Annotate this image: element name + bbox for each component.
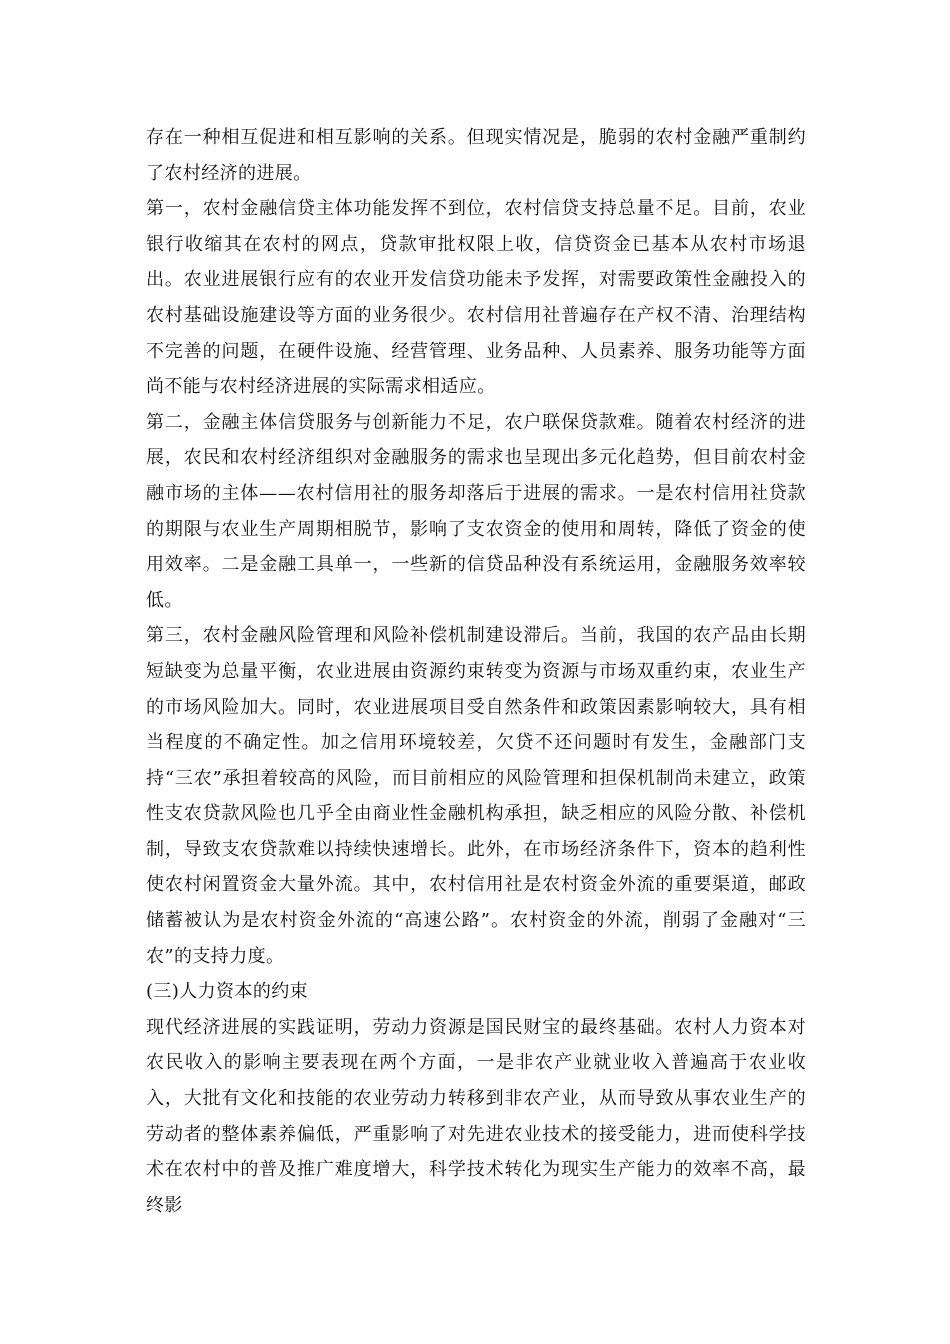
section-heading: (三)人力资本的约束 — [146, 981, 309, 1003]
paragraph-intro: 存在一种相互促进和相互影响的关系。但现实情况是，脆弱的农村金融严重制约了农村经济的进展。 — [146, 127, 806, 184]
paragraph-first: 第一，农村金融信贷主体功能发挥不到位，农村信贷支持总量不足。目前，农业银行收缩其在农村的网点，贷款审批权限上收，信贷资金已基本从农村市场退出。农业进展银行应有的农业开发信贷功能未予发挥，对需要政策性金融投入的农村基础设施建设等方面的业务很少。农村信用社普遍存在产权不清、治理结构不完善的问题，在硬件设施、经营管理、业务品种、人员素养、服务功能等方面尚不能与农村经济进展的实际需求相适应。 — [146, 198, 806, 398]
body-text — [146, 120, 806, 1223]
paragraph-second: 第二，金融主体信贷服务与创新能力不足，农户联保贷款难。随着农村经济的进展，农民和农村经济组织对金融服务的需求也呈现出多元化趋势，但目前农村金融市场的主体——农村信用社的服务却落后于进展的需求。一是农村信用社贷款的期限与农业生产周期相脱节，影响了支农资金的使用和周转，降低了资金的使用效率。二是金融工具单一，一些新的信贷品种没有系统运用，金融服务效率较低。 — [146, 411, 806, 611]
paragraph-third: 第三，农村金融风险管理和风险补偿机制建设滞后。当前，我国的农产品由长期短缺变为总量平衡，农业进展由资源约束转变为资源与市场双重约束，农业生产的市场风险加大。同时，农业进展项目受自然条件和政策因素影响较大，具有相当程度的不确定性。加之信用环境较差，欠贷不还问题时有发生，金融部门支持“三农”承担着较高的风险，而目前相应的风险管理和担保机制尚未建立，政策性支农贷款风险也几乎全由商业性金融机构承担，缺乏相应的风险分散、补偿机制，导致支农贷款难以持续快速增长。此外，在市场经济条件下，资本的趋利性使农村闲置资金大量外流。其中，农村信用社是农村资金外流的重要渠道，邮政储蓄被认为是农村资金外流的“高速公路”。农村资金的外流，削弱了金融对“三农”的支持力度。 — [146, 625, 806, 967]
paragraph-human-capital: 现代经济进展的实践证明，劳动力资源是国民财宝的最终基础。农村人力资本对农民收入的影响主要表现在两个方面，一是非农产业就业收入普遍高于农业收入，大批有文化和技能的农业劳动力转移到非农产业，从而导致从事农业生产的劳动者的整体素养偏低，严重影响了对先进农业技术的接受能力，进而使科学技术在农村中的普及推广难度增大，科学技术转化为现实生产能力的效率不高，最终影 — [146, 1016, 806, 1216]
